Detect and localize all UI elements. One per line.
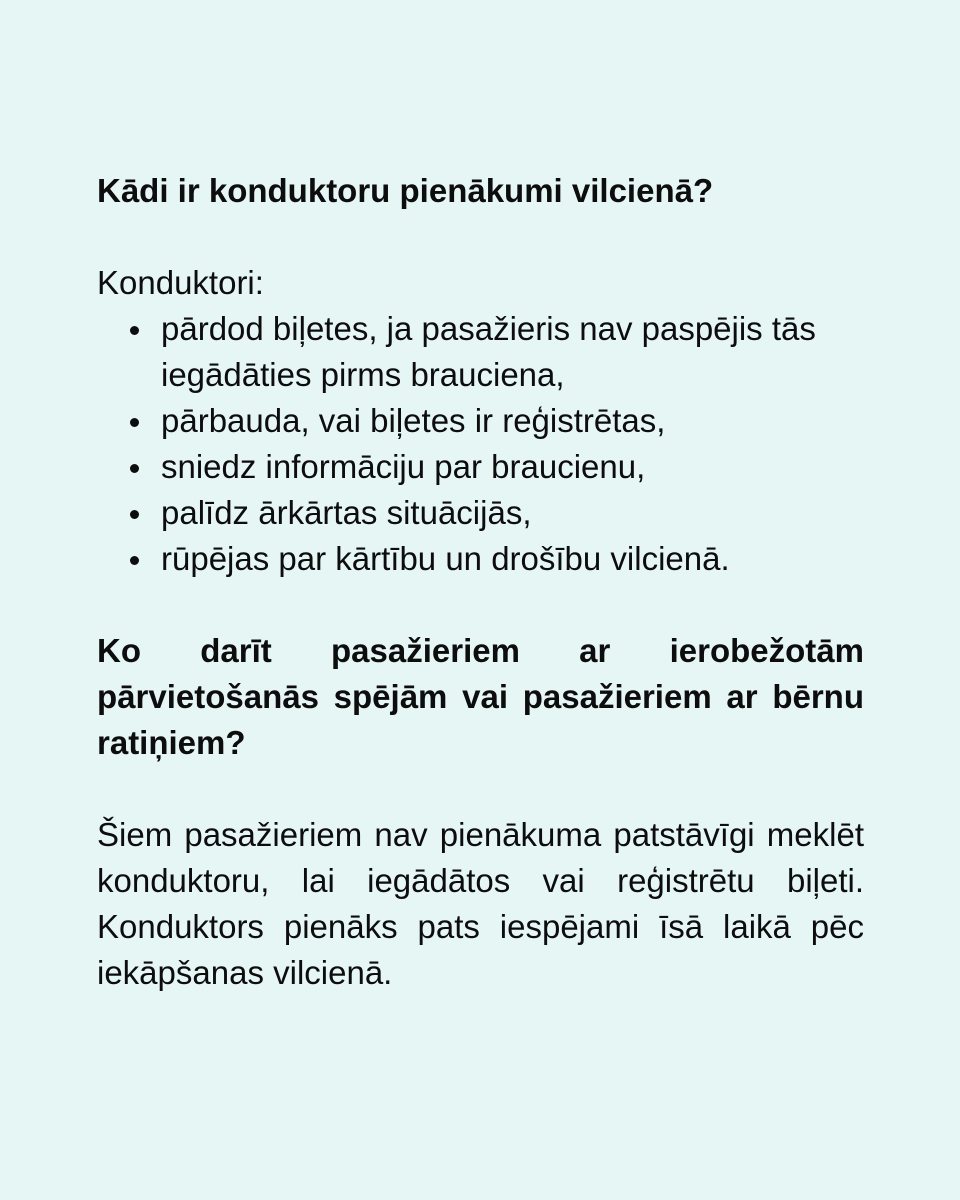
list-item: rūpējas par kārtību un drošību vilcienā. (161, 536, 864, 582)
list-item: pārdod biļetes, ja pasažieris nav paspējis tās iegādāties pirms brauciena, (161, 306, 864, 398)
reduced-mobility-heading: Ko darīt pasažieriem ar ierobežotām pārvietošanās spējām vai pasažieriem ar bērnu ratiņiem? (97, 632, 864, 761)
duties-list (97, 306, 864, 582)
list-item: sniedz informāciju par braucienu, (161, 444, 864, 490)
reduced-mobility-paragraph: Šiem pasažieriem nav pienākuma patstāvīgi meklēt konduktoru, lai iegādātos vai reģistrētu biļeti. Konduktors pienāks pats iespējami īsā laikā pēc iekāpšanas vilcienā. (97, 816, 864, 991)
list-item: palīdz ārkārtas situācijās, (161, 490, 864, 536)
list-item: pārbauda, vai biļetes ir reģistrētas, (161, 398, 864, 444)
duties-intro: Konduktori: (97, 264, 264, 301)
document-content (97, 168, 864, 996)
duties-heading: Kādi ir konduktoru pienākumi vilcienā? (97, 172, 714, 209)
